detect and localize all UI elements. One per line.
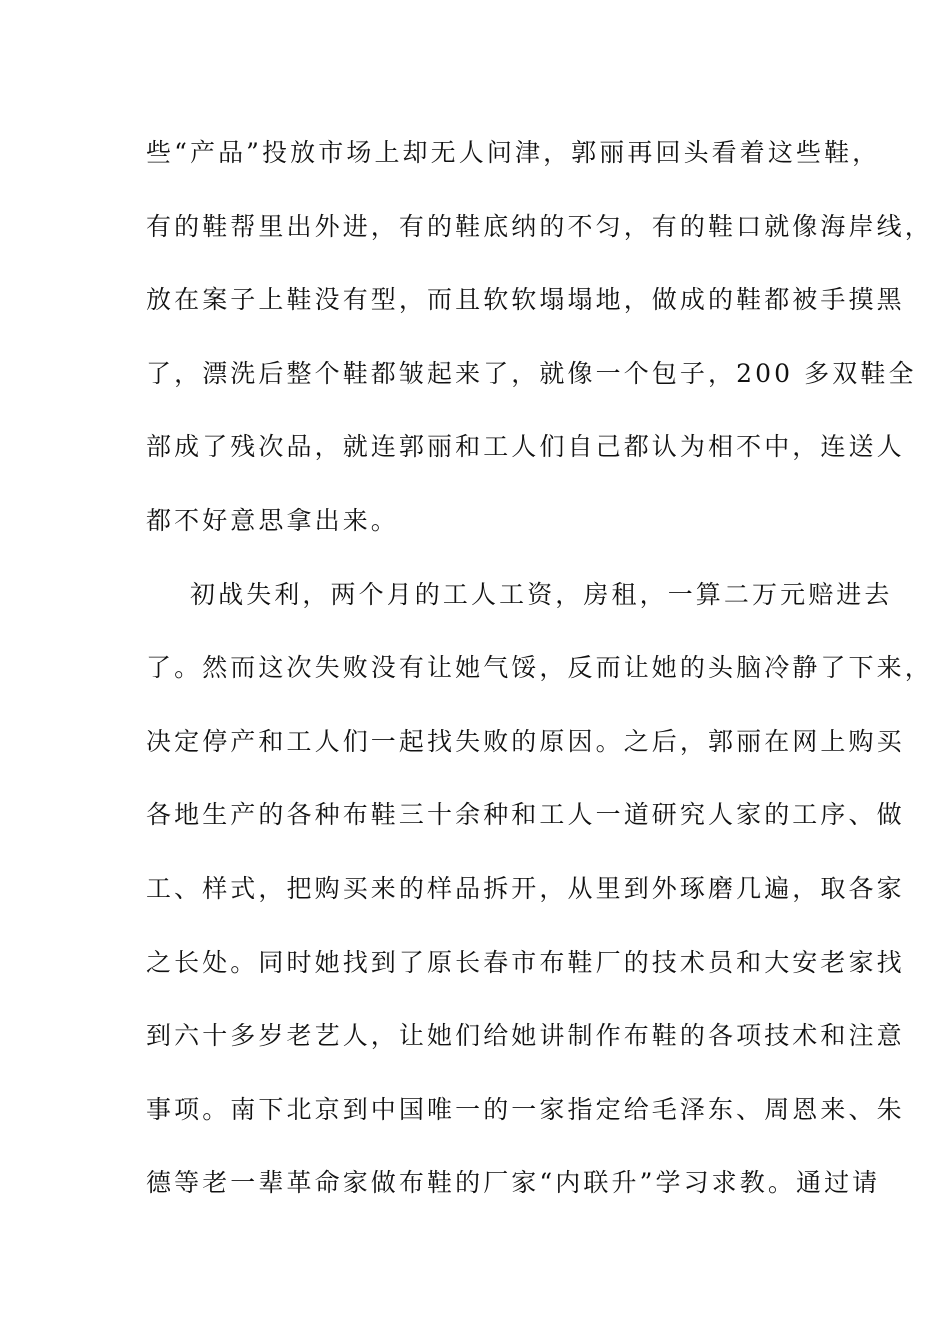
text-line: 了，漂洗后整个鞋都皱起来了，就像一个包子，200 多双鞋全: [146, 358, 917, 388]
text-line: 各地生产的各种布鞋三十余种和工人一道研究人家的工序、做: [146, 800, 905, 830]
text-line: 了。然而这次失败没有让她气馁，反而让她的头脑冷静了下来，: [146, 653, 933, 683]
text-line: 决定停产和工人们一起找失败的原因。之后，郭丽在网上购买: [146, 726, 905, 756]
text-line: 之长处。同时她找到了原长春市布鞋厂的技术员和大安老家找: [146, 947, 905, 977]
text-line: 部成了残次品，就连郭丽和工人们自己都认为相不中，连送人: [146, 432, 905, 462]
text-line: 到六十多岁老艺人，让她们给她讲制作布鞋的各项技术和注意: [146, 1021, 905, 1051]
text-line: 工、样式，把购买来的样品拆开，从里到外琢磨几遍，取各家: [146, 873, 905, 903]
text-line: 都不好意思拿出来。: [146, 505, 399, 535]
text-line: 事项。南下北京到中国唯一的一家指定给毛泽东、周恩来、朱: [146, 1094, 905, 1124]
text-line: 有的鞋帮里出外进，有的鞋底纳的不匀，有的鞋口就像海岸线，: [146, 211, 933, 241]
text-line: 些“产品”投放市场上却无人问津，郭丽再回头看着这些鞋，: [146, 138, 881, 167]
paragraph-first-line: 初战失利，两个月的工人工资，房租，一算二万元赔进去: [190, 579, 893, 609]
text-line: 德等老一辈革命家做布鞋的厂家“内联升”学习求教。通过请: [146, 1168, 881, 1198]
text-line: 放在案子上鞋没有型，而且软软塌塌地，做成的鞋都被手摸黑: [146, 285, 905, 315]
body-text: [146, 128, 933, 1232]
